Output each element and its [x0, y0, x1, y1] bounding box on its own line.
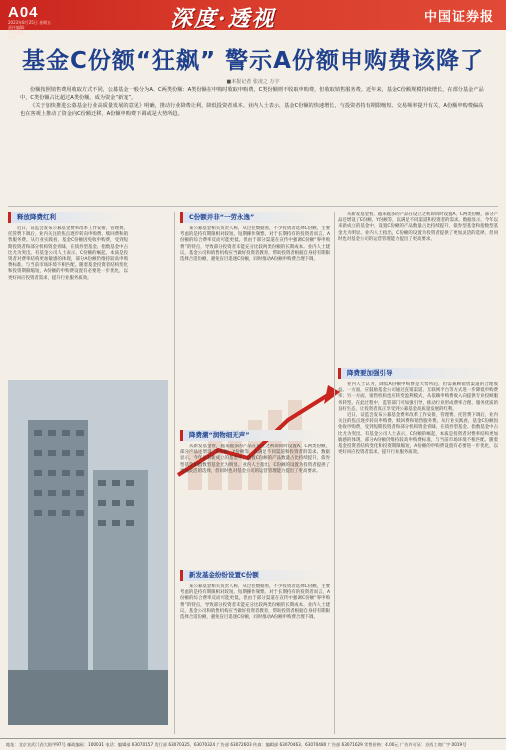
column-text: 某公募基金相关负责人称，从过往数据看，不少投资者选择C份额，主要考虑的是持有期限相对较短、短期操作频繁。对于长期持有的投资者而言，A份额的综合费率反而可能更低。但由于部分渠道在宣传中强调C份额“零申购费”的特点，导致部分投资者未能充分比较两类份额的长期成本。业内人士建议，基金公司和销售机构应当做好投资者教育，帮助投资者根据自身持有期限选择合适份额，避免盲目追逐C份额，同时推动A份额申购费合理下调。 — [180, 226, 330, 263]
meta-line: 2023年8月25日 星期五 — [8, 20, 52, 25]
meta-line: 美术编辑： — [8, 30, 28, 35]
section-heading: 降费潮“润物细无声” — [180, 430, 330, 441]
column-divider — [174, 212, 175, 734]
meta-line: 责任编辑： — [8, 25, 28, 30]
page-number: A04 — [8, 4, 39, 21]
article-column — [180, 226, 330, 376]
article-column — [180, 584, 330, 734]
column-text: 近日，证监会发布公募基金费率改革工作安排，管理费、托管费下调后，业内关注的焦点逐步转向申购费、赎回费和销售服务费。从行业实践看，基金C份额因免收申购费，受到短期投资者和部分机构资金青睐，在债券型基金、指数基金中占比尤为突出。有基金公司人士表示，C份额的崛起，本质是投资者对费率结构更加敏感的体现，部分A份额仍维持较高申购费标准，与当前市场环境不相匹配。随着基金投资者结构变化和投资期限缩短，A份额的申购费设置有必要进一步优化，以更好回应投资者需求，提升行业服务质效。 — [8, 226, 128, 281]
masthead — [0, 0, 506, 38]
article-headline: 基金C份额“狂飙” 警示A份额申购费该降了 — [22, 48, 484, 74]
divider — [8, 206, 498, 207]
section-title: 深度·透视 — [170, 6, 276, 32]
article-column — [180, 444, 330, 564]
column-text: 从新发基金看，越来越多的产品在设立之初即同时设置A、C两类份额，部分产品还增设了E份额、Y份额等，以满足不同渠道和投资者的需求。数据显示，今年以来新成立的基金中，设置C份额的产品数量占比持续提升，债券型基金和指数型基金尤为明显。业内人士指出，C份额的设置为投资者提供了更加灵活的选择，但同时也对基金公司的运营管理能力提出了更高要求。 — [180, 444, 330, 474]
meta-line: 校对： — [8, 35, 20, 40]
article-column — [8, 226, 128, 376]
building-photo — [8, 380, 168, 725]
column-text: 业内人士认为，降低A份额申购费是大势所趋，但需兼顾销售渠道的合理收益。一方面，应鼓励基金公司通过直销渠道、互联网平台等方式进一步降低申购费率；另一方面，销售机构也应转变盈利模式，从依赖申购费收入向提供专业投顾服务转型。在此过程中，监管部门可加强引导，推动行业形成费率合理、服务优质的良好生态，让投资者真正享受到公募基金高质量发展的红利。 — [338, 382, 498, 412]
column-text: 从新发基金看，越来越多的产品在设立之初即同时设置A、C两类份额，部分产品还增设了E份额、Y份额等，以满足不同渠道和投资者的需求。数据显示，今年以来新成立的基金中，设置C份额的产品数量占比持续提升，债券型基金和指数型基金尤为明显。业内人士指出，C份额的设置为投资者提供了更加灵活的选择，但同时也对基金公司的运营管理能力提出了更高要求。 — [338, 212, 498, 242]
building-illustration — [8, 380, 168, 725]
column-divider — [334, 212, 335, 734]
page-footer: 地址：北京宣武门西大街甲97号 邮政编码：100031 电话：编辑部 63070157 发行部 63070325、63070324 广告部 63072603 传真：编辑部 63070463、63070480 广告部 63071629 零售价格：4.00元 广告许可证：京西工商广字 0019号 — [0, 738, 506, 750]
section-heading: C份额并非“一劳永逸” — [180, 212, 330, 223]
article-byline: ■本报记者 张凌之 万宇 — [226, 79, 280, 85]
article-lead — [20, 87, 486, 119]
lead-paragraph: 份额按照销售费用收取方式不同，公募基金一般分为A、C两类份额：A类份额在申购时收取申购费，C类份额则不收取申购费，但收取销售服务费。近年来，基金C份额规模持续增长，在部分基金产品中，C类份额占比超过A类份额，成为资金“新宠”。 — [20, 87, 484, 101]
paper-name-logo: 中国证券报 — [423, 10, 494, 25]
article-column — [338, 212, 498, 362]
section-heading: 释放降费红利 — [8, 212, 128, 223]
article-column — [338, 382, 498, 734]
section-heading: 降费要加强引导 — [338, 368, 498, 379]
edition-meta — [8, 20, 78, 40]
column-text: 近日，证监会发布公募基金费率改革工作安排，管理费、托管费下调后，业内关注的焦点逐步转向申购费、赎回费和销售服务费。从行业实践看，基金C份额因免收申购费，受到短期投资者和部分机构资金青睐，在债券型基金、指数基金中占比尤为突出。有基金公司人士表示，C份额的崛起，本质是投资者对费率结构更加敏感的体现，部分A份额仍维持较高申购费标准，与当前市场环境不相匹配。随着基金投资者结构变化和投资期限缩短，A份额的申购费设置有必要进一步优化，以更好回应投资者需求，提升行业服务质效。 — [338, 413, 498, 456]
column-text: 某公募基金相关负责人称，从过往数据看，不少投资者选择C份额，主要考虑的是持有期限相对较短、短期操作频繁。对于长期持有的投资者而言，A份额的综合费率反而可能更低。但由于部分渠道在宣传中强调C份额“零申购费”的特点，导致部分投资者未能充分比较两类份额的长期成本。业内人士建议，基金公司和销售机构应当做好投资者教育，帮助投资者根据自身持有期限选择合适份额，避免盲目追逐C份额，同时推动A份额申购费合理下调。 — [180, 584, 330, 621]
section-heading: 新发基金纷纷设置C份额 — [180, 570, 330, 581]
lead-paragraph: 《关于加快推进公募基金行业高质量发展的意见》明确，推动行业降费让利，降低投资者成本。业内人士表示，基金C份额的快速增长，与投资者持有期限缩短、交易频率提升有关，A份额申购费偏高也在客观上推动了资金向C份额迁移，A份额申购费下调或是大势所趋。 — [20, 103, 484, 117]
